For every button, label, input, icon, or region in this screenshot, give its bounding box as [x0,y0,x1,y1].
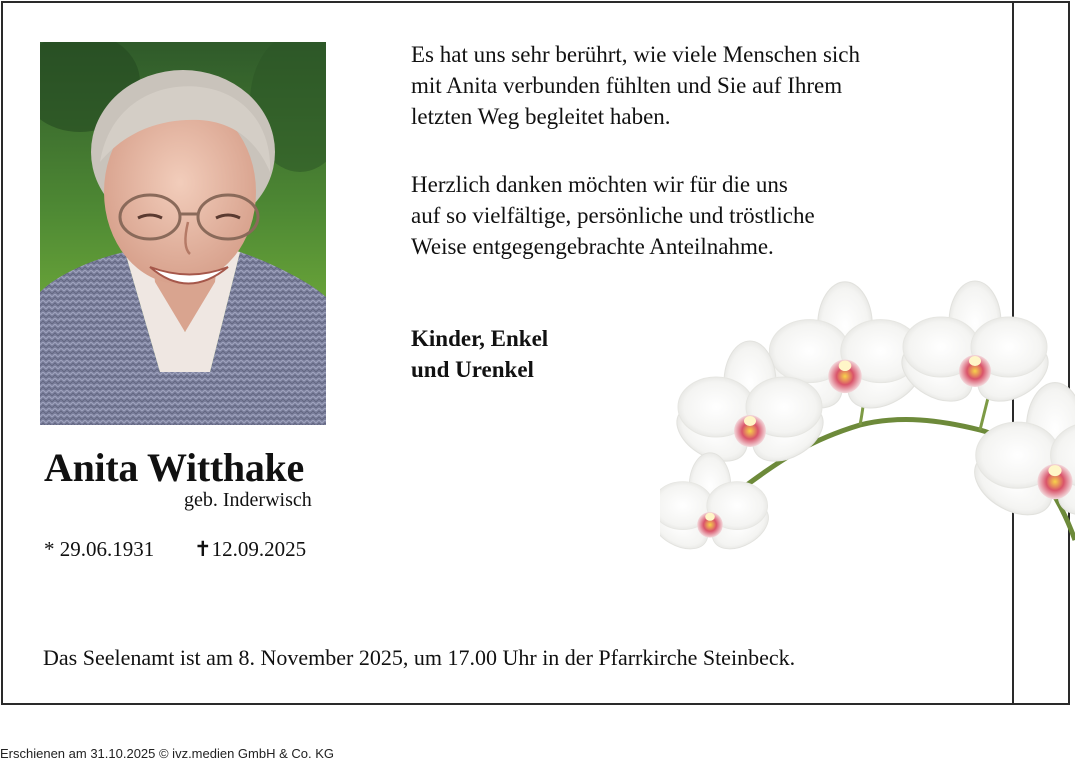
birth-date: * 29.06.1931 [44,537,155,561]
portrait-photo [40,42,326,425]
maiden-name: geb. Inderwisch [184,489,312,511]
message-line: Es hat uns sehr berührt, wie viele Menschen sich [411,42,861,67]
message-line: mit Anita verbunden fühlten und Sie auf Ihrem [411,73,843,98]
family-signature [411,323,548,385]
message-line: auf so vielfältige, persönliche und tröstliche [411,203,815,228]
orchid-illustration [660,250,1075,580]
message-line: Weise entgegengebrachte Anteilnahme. [411,234,774,259]
life-dates [44,537,307,562]
signature-line: und Urenkel [411,357,534,382]
message-line: Herzlich danken möchten wir für die uns [411,172,788,197]
death-date: 12.09.2025 [211,537,307,561]
thank-you-paragraph-2 [411,169,815,262]
message-line: letzten Weg begleitet haben. [411,104,671,129]
funeral-service-info: Das Seelenamt ist am 8. November 2025, um 17.00 Uhr in der Pfarrkirche Steinbeck. [43,645,796,670]
signature-line: Kinder, Enkel [411,326,549,351]
cross-icon: ✝ [194,537,212,561]
thank-you-paragraph-1 [411,39,860,132]
death-date-group [194,537,306,562]
deceased-name: Anita Witthake [44,445,304,490]
publication-credit: Erschienen am 31.10.2025 © ivz.medien GmbH & Co. KG [0,746,335,761]
